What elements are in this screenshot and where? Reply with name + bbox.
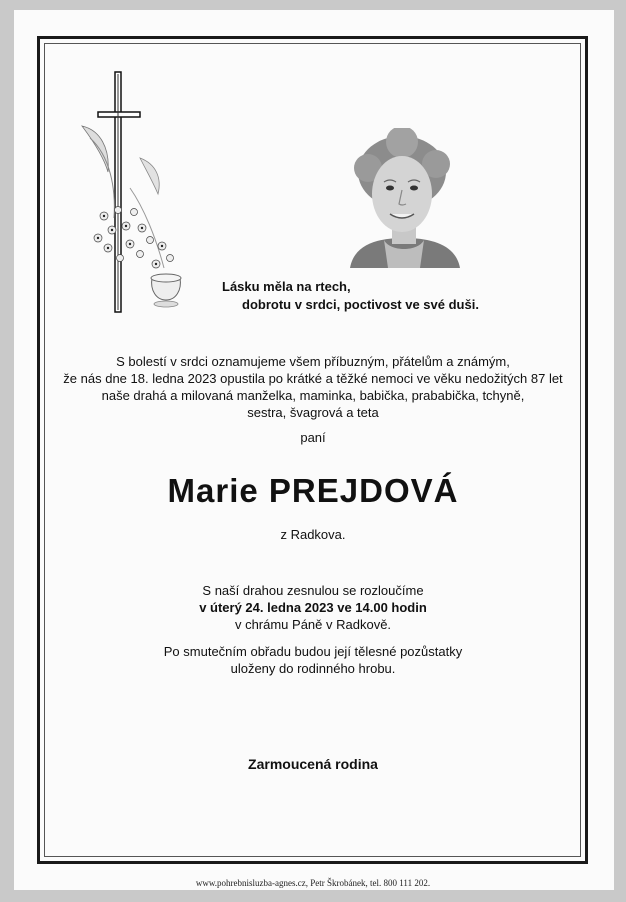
farewell-intro: S naší drahou zesnulou se rozloučíme [202, 583, 424, 598]
funeral-place: v chrámu Páně v Radkově. [234, 617, 392, 632]
portrait-photo [344, 128, 464, 268]
honorific: paní [300, 430, 326, 445]
cross-with-flowers-icon [70, 68, 190, 316]
farewell-block [0, 582, 626, 633]
deceased-name: Marie PREJDOVÁ [167, 472, 459, 509]
announcement-text: S bolestí v srdci oznamujeme všem příbuzným, přátelům a známým, že nás dne 18. ledna 2023 opustila po krátké a těžké nemoci ve věku nedožitých 87 let naše drahá a milovaná manželka, maminka, babička, prababička, tchyně, sestra, švagrová a teta [63, 354, 563, 420]
footer-contact: www.pohrebnisluzba-agnes.cz, Petr Škrobánek, tel. 800 111 202. [195, 878, 431, 888]
signature: Zarmoucená rodina [248, 756, 378, 772]
motto-line-2: dobrotu v srdci, poctivost ve své duši. [242, 297, 479, 312]
remains-note: Po smutečním obřadu budou její tělesné pozůstatky uloženy do rodinného hrobu. [163, 644, 463, 676]
deceased-origin: z Radkova. [280, 527, 346, 542]
motto-line-1: Lásku měla na rtech, [222, 279, 351, 294]
funeral-date-time: v úterý 24. ledna 2023 ve 14.00 hodin [199, 600, 427, 615]
